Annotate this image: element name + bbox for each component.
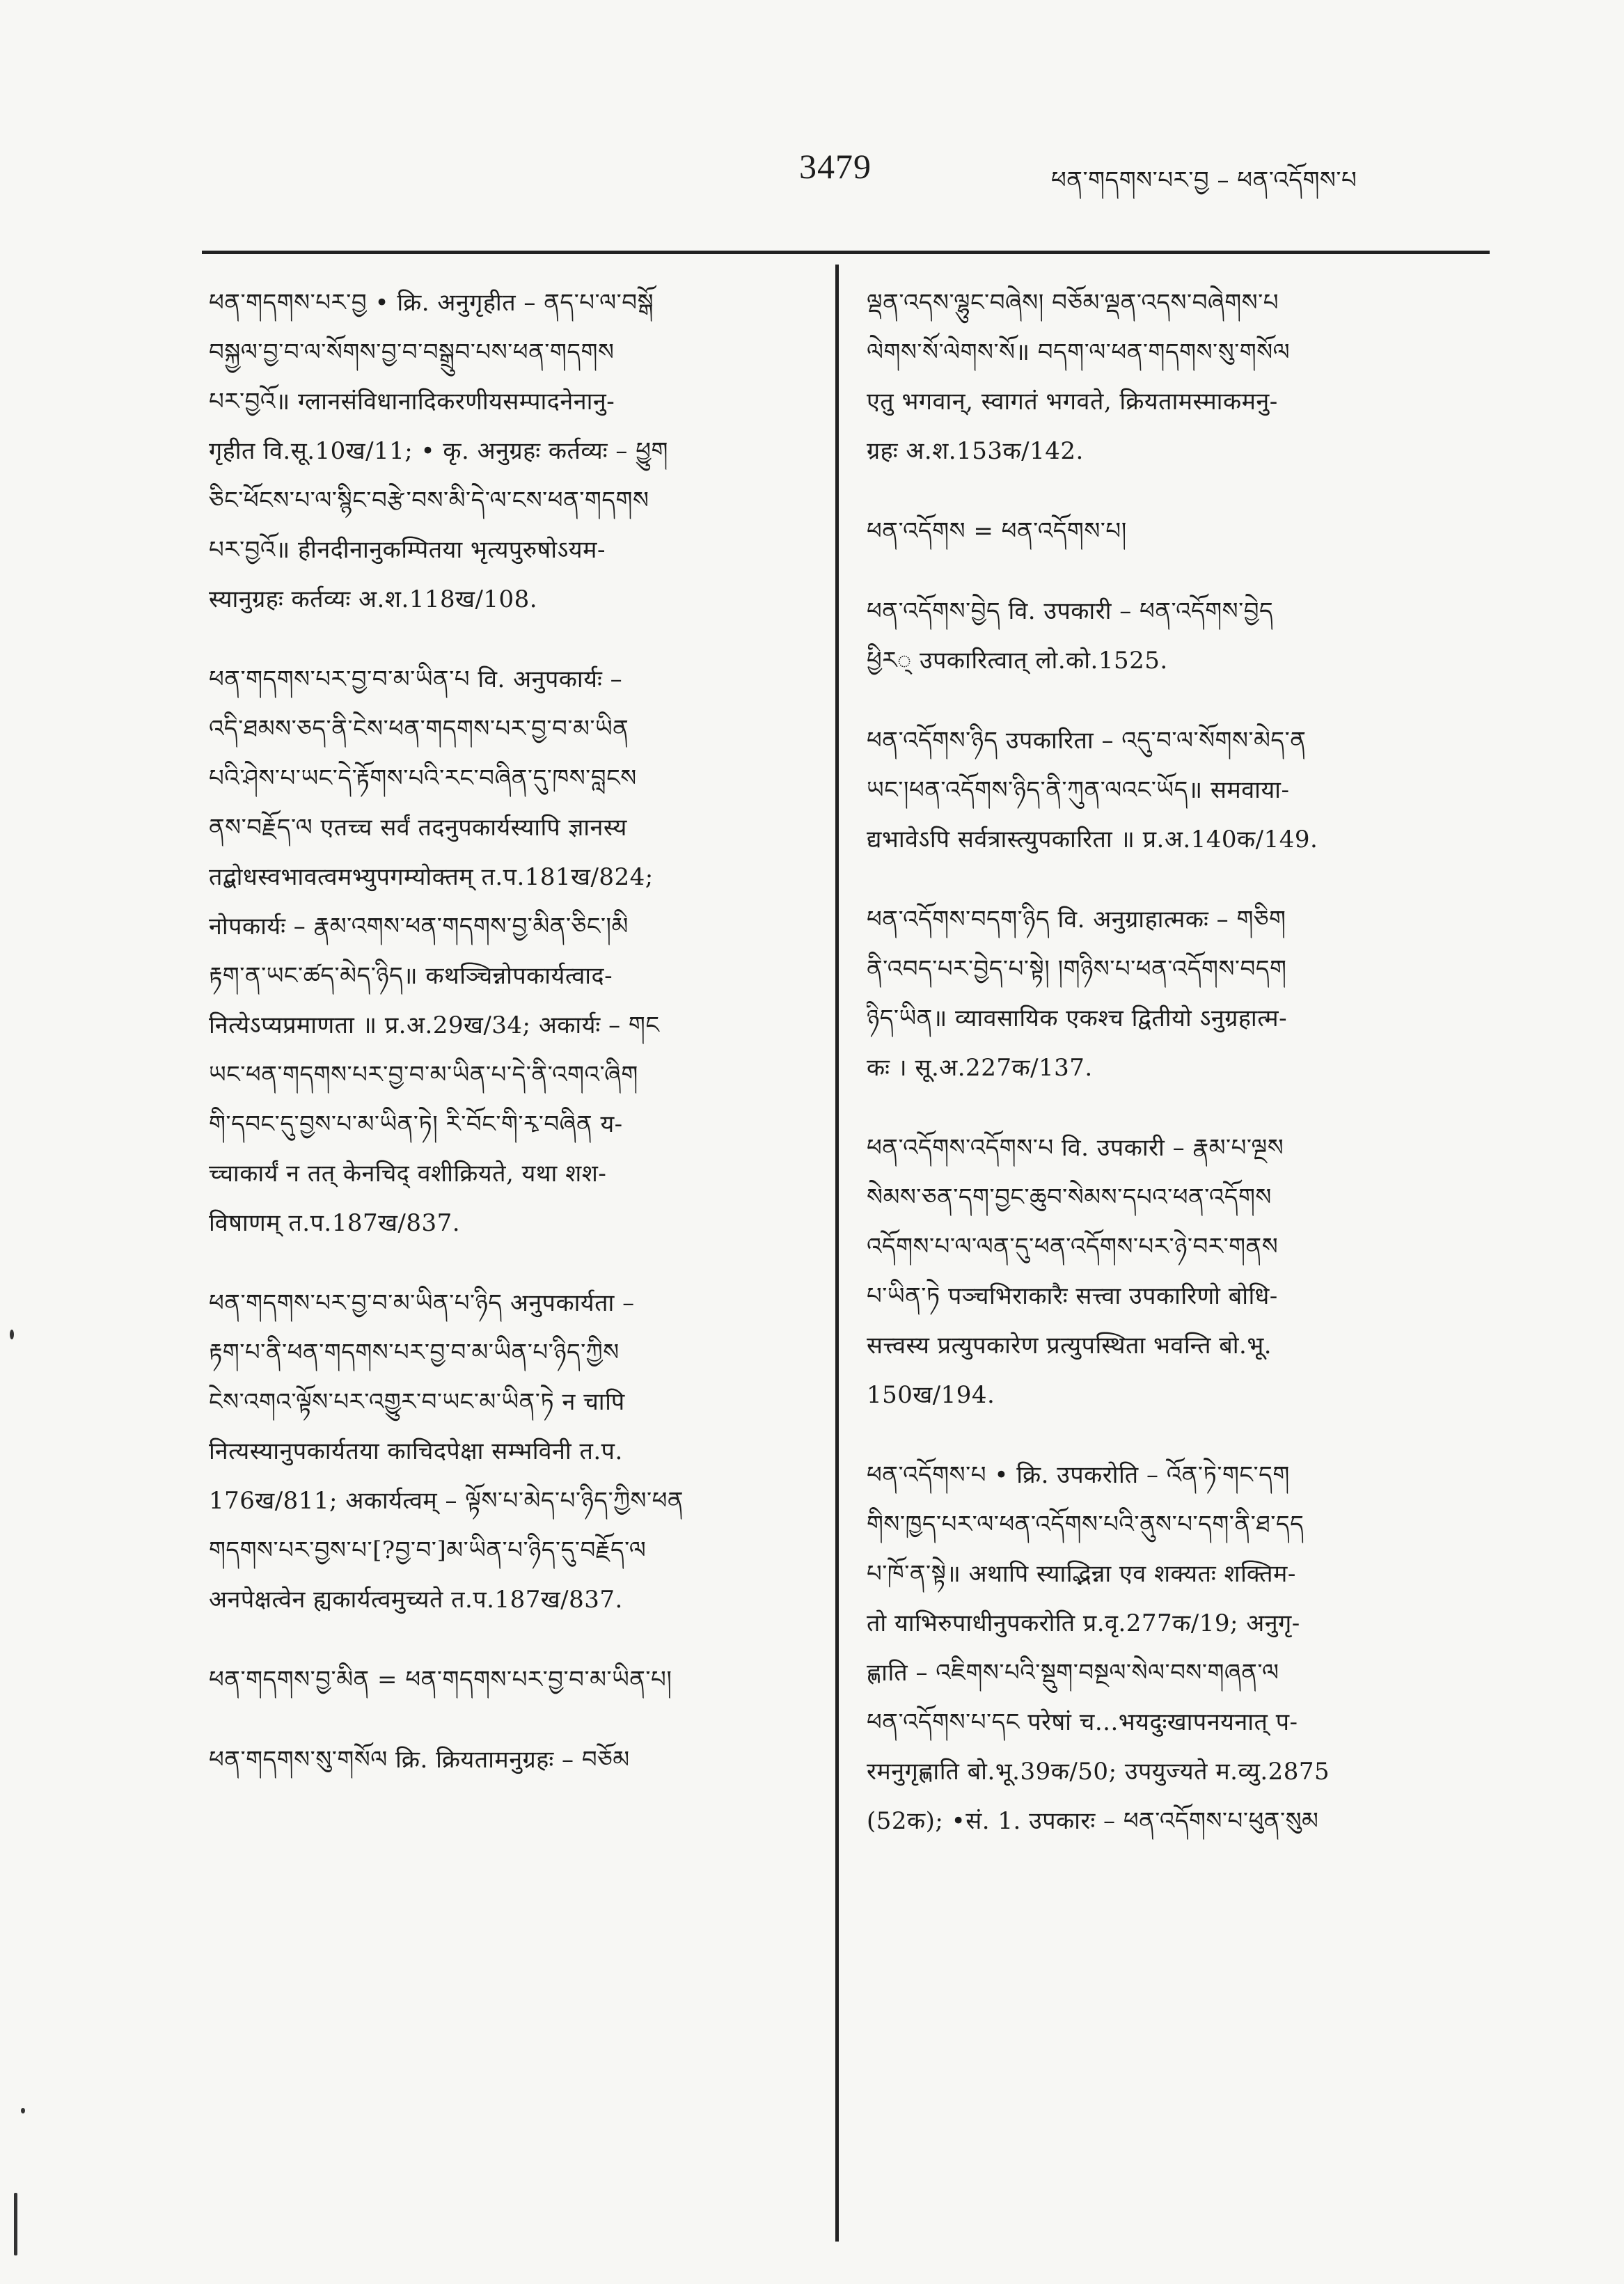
entry-line: པར་བྱའོ॥ ग्लानसंविधानादिकरणीयसम्पादनेनानु-: [209, 388, 615, 416]
dictionary-entry: [867, 278, 1479, 476]
entry-line: ཉིད་ཡིན॥ व्यावसायिक एकश्च द्वितीयो ऽनुग्रहात्म-: [867, 1005, 1288, 1032]
entry-line: नोपकार्यः – རྣམ་འགས་ཕན་གདགས་བྱ་མིན་ཅིང་།མི: [209, 913, 629, 940]
entry-line: 176ख/811; अकार्यत्वम् – ལྟོས་པ་མེད་པ་ཉིད་ཀྱིས་ཕན: [209, 1487, 684, 1515]
entry-line: པའི་ཤེས་པ་ཡང་དེ་རྟོགས་པའི་རང་བཞིན་དུ་ཁས་བླངས: [209, 764, 637, 792]
entry-line: རྟག་པ་ནི་ཕན་གདགས་པར་བྱ་བ་མ་ཡིན་པ་ཉིད་ཀྱིས: [209, 1339, 620, 1367]
entry-line: ངེས་འགའ་ལྟོས་པར་འགྱུར་བ་ཡང་མ་ཡིན་ཏེ न चापि: [209, 1388, 625, 1416]
entry-line: विषाणम् त.प.187ख/837.: [209, 1209, 461, 1237]
entry-line: ग्रहः अ.श.153क/142.: [867, 437, 1084, 465]
entry-line: ཕན་གདགས་པར་བྱ་བ་མ་ཡིན་པ वि. अनुपकार्यः –: [209, 665, 623, 693]
entry-line: འདོགས་པ་ལ་ལན་དུ་ཕན་འདོགས་པར་ཉེ་བར་གནས: [867, 1233, 1279, 1261]
dictionary-entry: [867, 1124, 1479, 1420]
margin-speck: [21, 2108, 25, 2113]
entry-line: ཡང་།ཕན་འདོགས་ཉིད་ནི་ཀུན་ལའང་ཡོད॥ समवाया-: [867, 776, 1290, 804]
dictionary-entry: [209, 655, 821, 1248]
entry-line: ནས་བརྗོད་ལ एतच्च सर्वं तदनुपकार्यस्यापि ज्ञानस्य: [209, 814, 627, 842]
entry-line: ཕན་འདོགས་པ • क्रि. उपकरोति – འོན་ཏེ་གང་དག: [867, 1461, 1290, 1489]
dictionary-entry: [209, 1655, 821, 1705]
entry-line: एतु भगवान्, स्वागतं भगवते, क्रियतामस्माकमनु-: [867, 388, 1278, 416]
column-divider: [835, 265, 839, 2242]
entry-line: (52क); •सं. 1. उपकारः – ཕན་འདོགས་པ་ཕུན་སུམ: [867, 1807, 1319, 1835]
entry-line: ལྡན་འདས་ལྷུང་བཞེས། བཅོམ་ལྡན་འདས་བཞེགས་པ: [867, 289, 1279, 317]
entry-line: ཕན་གདགས་སུ་གསོལ क्रि. क्रियतामनुग्रहः – བཅོམ: [209, 1746, 630, 1774]
dictionary-entry: [867, 587, 1479, 686]
running-head: ཕན་གདགས་པར་བྱ – ཕན་འདོགས་པ: [1051, 166, 1357, 194]
entry-line: ནི་འབད་པར་བྱེད་པ་སྟེ། །གཉིས་པ་ཕན་འདོགས་བདག: [867, 955, 1287, 983]
entry-line: པ་ཡིན་ཏེ पञ्चभिराकारैः सत्त्वा उपकारिणो बोधि-: [867, 1282, 1278, 1310]
margin-speck: [14, 2193, 17, 2255]
entry-line: ཕན་འདོགས་པ་དང परेषां च...भयदुःखापनयनात् प-: [867, 1708, 1298, 1736]
entry-line: ཕན་འདོགས་འདོགས་པ वि. उपकारी – རྣམ་པ་ལྔས: [867, 1134, 1284, 1162]
entry-line: པར་བྱའོ॥ हीनदीनानुकम्पितया भृत्यपुरुषोऽयम-: [209, 536, 606, 564]
entry-line: च्चाकार्यं न तत् केनचिद् वशीक्रियते, यथा शश-: [209, 1160, 607, 1188]
dictionary-entry: [867, 1451, 1479, 1846]
entry-line: ལེགས་སོ་ལེགས་སོ॥ བདག་ལ་ཕན་གདགས་སུ་གསོལ: [867, 338, 1291, 366]
entry-line: कः । सू.अ.227क/137.: [867, 1054, 1093, 1082]
entry-line: नित्येऽप्यप्रमाणता ॥ प्र.अ.29ख/34; अकार्यः – གང: [209, 1011, 660, 1039]
entry-line: ཕན་གདགས་པར་བྱ་བ་མ་ཡིན་པ་ཉིད अनुपकार्यता –: [209, 1289, 635, 1317]
entry-line: अनपेक्षत्वेन ह्यकार्यत्वमुच्यते त.प.187ख/837.: [209, 1586, 623, 1614]
entry-line: སེམས་ཅན་དག་བྱང་ཆུབ་སེམས་དཔའ་ཕན་འདོགས: [867, 1183, 1272, 1211]
entry-line: འདི་ཐམས་ཅད་ནི་ངེས་ཕན་གདགས་པར་བྱ་བ་མ་ཡིན: [209, 715, 629, 743]
margin-speck: [10, 1330, 14, 1339]
entry-line: ཡང་ཕན་གདགས་པར་བྱ་བ་མ་ཡིན་པ་དེ་ནི་འགའ་ཞིག: [209, 1061, 638, 1089]
entry-line: པ་ཁོ་ན་སྟེ॥ अथापि स्याद्भिन्ना एव शक्यतः शक्तिम-: [867, 1560, 1296, 1588]
dictionary-entry: [209, 1279, 821, 1625]
entry-line: ཕྱིར् उपकारित्वात् लो.को.1525.: [867, 647, 1168, 675]
dictionary-entry: [209, 278, 821, 624]
entry-line: गृहीत वि.सू.10ख/11; • कृ. अनुग्रहः कर्तव्यः – ཕྱུག: [209, 437, 668, 465]
entry-line: ཕན་འདོགས་བདག་ཉིད वि. अनुग्राहात्मकः – གཅིག: [867, 906, 1286, 934]
entry-line: ह्णाति – འཇིགས་པའི་སྡུག་བསྔལ་སེལ་བས་གཞན་ལ: [867, 1659, 1279, 1687]
entry-line: ཕན་གདགས་བྱ་མིན = ཕན་གདགས་པར་བྱ་བ་མ་ཡིན་པ།: [209, 1666, 672, 1694]
page-header: [0, 146, 1624, 209]
entry-line: नित्यस्यानुपकार्यतया काचिदपेक्षा सम्भविनी त.प.: [209, 1438, 623, 1465]
dictionary-entry: [867, 507, 1479, 556]
entry-line: सत्त्वस्य प्रत्युपकारेण प्रत्युपस्थिता भवन्ति बो.भू.: [867, 1332, 1272, 1360]
entry-line: रमनुगृह्णाति बो.भू.39क/50; उपयुज्यते म.व्यु.2875: [867, 1758, 1330, 1786]
dictionary-entry: [867, 716, 1479, 865]
entry-line: བསྐྱལ་བྱ་བ་ལ་སོགས་བྱ་བ་བསྒྲུབ་པས་ཕན་གདགས: [209, 338, 615, 366]
page-number: 3479: [799, 147, 872, 186]
entry-line: ཕན་གདགས་པར་བྱ • क्रि. अनुगृहीत – ནད་པ་ལ་བསྒོ: [209, 289, 654, 317]
entry-line: 150ख/194.: [867, 1381, 995, 1409]
entry-line: ཕན་འདོགས་བྱེད वि. उपकारी – ཕན་འདོགས་བྱེད: [867, 597, 1274, 625]
entry-line: གིས་ཁྱད་པར་ལ་ཕན་འདོགས་པའི་ནུས་པ་དག་ནི་ཐ་དད: [867, 1511, 1304, 1538]
entry-line: གདགས་པར་བྱས་པ་[?བྱ་བ་]མ་ཡིན་པ་ཉིད་དུ་བརྗོད་ལ: [209, 1536, 647, 1564]
entry-line: द्यभावेऽपि सर्वत्रास्त्युपकारिता ॥ प्र.अ.140क/149.: [867, 826, 1318, 853]
entry-line: ཅིང་ཕོངས་པ་ལ་སྙིང་བརྩེ་བས་མི་དེ་ལ་ངས་ཕན་གདགས: [209, 487, 649, 514]
entry-line: स्यानुग्रहः कर्तव्यः अ.श.118ख/108.: [209, 585, 538, 613]
entry-line: तो याभिरुपाधीनुपकरोति प्र.वृ.277क/19; अनुगृ-: [867, 1609, 1300, 1637]
header-rule: [202, 251, 1490, 254]
entry-line: ཕན་འདོགས་ཉིད उपकारिता – འདུ་བ་ལ་སོགས་མེད་ན: [867, 727, 1307, 755]
left-column: [209, 278, 821, 1816]
right-column: [867, 278, 1479, 1877]
dictionary-entry: [867, 895, 1479, 1093]
entry-line: གི་དབང་དུ་བྱས་པ་མ་ཡིན་ཏེ། རི་བོང་གི་རྭ་བཞིན य-: [209, 1110, 623, 1138]
entry-line: རྟག་ན་ཡང་ཚད་མེད་ཉིད॥ कथञ्चिन्नोपकार्यत्वाद-: [209, 962, 613, 990]
entry-line: तद्बोधस्वभावत्वमभ्युपगम्योक्तम् त.प.181ख/824;: [209, 863, 654, 891]
entry-line: ཕན་འདོགས = ཕན་འདོགས་པ།: [867, 517, 1127, 545]
dictionary-entry: [209, 1735, 821, 1785]
